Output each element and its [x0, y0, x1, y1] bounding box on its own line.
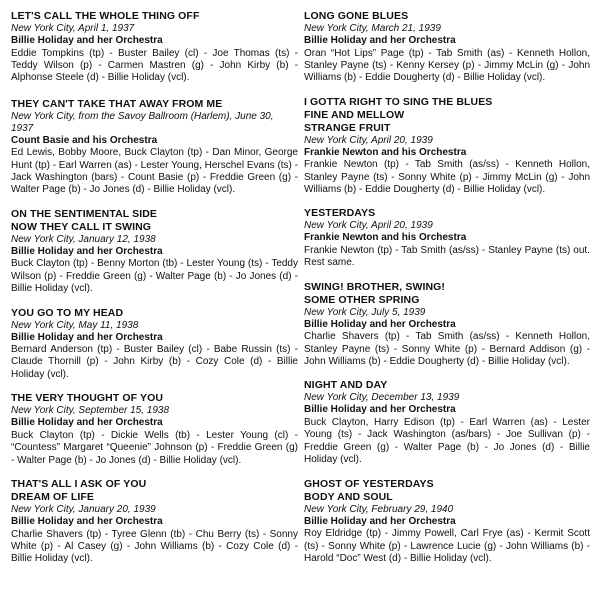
song-title: FINE AND MELLOW: [304, 108, 405, 121]
personnel-list: Charlie Shavers (tp) - Tab Smith (as/ss) - Kenneth Hollon, Stanley Payne (ts) - Sonny White (p) - Bernard Addison (g) - John Williams (b) - Eddie Dougherty (d) - Billie Holiday (vcl).: [304, 331, 590, 368]
song-title: DREAM OF LIFE: [11, 491, 94, 503]
session-entry: [304, 379, 590, 466]
session-entry: [304, 478, 590, 566]
recording-place-date: New York City, January 12, 1938: [11, 233, 156, 245]
session-entry: [11, 10, 298, 85]
band-name: Billie Holiday and her Orchestra: [11, 35, 163, 46]
band-name: Billie Holiday and her Orchestra: [11, 516, 163, 527]
personnel-list: Frankie Newton (tp) - Tab Smith (as/ss) - Stanley Payne (ts) out. Rest same.: [304, 244, 590, 269]
personnel-list: Charlie Shavers (tp) - Tyree Glenn (tb) - Chu Berry (ts) - Sonny White (p) - Al Casey (g) - John Williams (b) - Cozy Cole (d) - Billie Holiday (vcl).: [11, 528, 298, 565]
song-title: BODY AND SOUL: [304, 490, 393, 503]
session-entry: [11, 307, 298, 382]
session-entry: [304, 281, 590, 369]
song-title: YESTERDAYS: [304, 207, 376, 220]
personnel-list: Bernard Anderson (tp) - Buster Bailey (cl) - Babe Russin (ts) - Claude Thornill (p) - John Kirby (b) - Cozy Cole (d) - Billie Holiday (vcl).: [11, 344, 298, 380]
song-title: I GOTTA RIGHT TO SING THE BLUES: [304, 95, 493, 108]
personnel-list: Frankie Newton (tp) - Tab Smith (as/ss) - Kenneth Hollon, Stanley Payne (ts) - Sonny White (p) - Jimmy McLin (g) - John Williams (b) - Eddie Dougherty (d) - Billie Holiday (vcl).: [304, 159, 590, 196]
band-name: Billie Holiday and her Orchestra: [304, 515, 456, 527]
recording-place-date: New York City, February 29, 1940: [304, 503, 454, 515]
band-name: Billie Holiday and her Orchestra: [11, 417, 163, 429]
band-name: Count Basie and his Orchestra: [11, 134, 158, 146]
recording-place-date: New York City, March 21, 1939: [304, 23, 441, 34]
recording-place-date: New York City, May 11, 1938: [11, 319, 139, 331]
recording-place-date: New York City, April 20, 1939: [304, 220, 433, 232]
song-title: THEY CAN'T TAKE THAT AWAY FROM ME: [11, 97, 223, 110]
session-entry: [304, 96, 590, 197]
personnel-list: Ed Lewis, Bobby Moore, Buck Clayton (tp) - Dan Minor, George Hunt (tp) - Earl Warren (as) - Lester Young, Herschel Evans (ts) - Jack Washington (bars) - Count Basie (p) - Freddie Green (g) - Walter Page (b) - Jo Jones (d) - Billie Holiday (vcl).: [11, 147, 298, 196]
song-title: GHOST OF YESTERDAYS: [304, 477, 434, 490]
right-column: [304, 10, 590, 576]
personnel-list: Buck Clayton (tp) - Dickie Wells (tb) - Lester Young (cl) - “Countess” Margaret “Queenie” Johnson (p) - Freddie Green (g) - Walter Page (b) - Jo Jones (d) - Billie Holiday (vcl).: [11, 429, 298, 466]
song-title: ON THE SENTIMENTAL SIDE: [11, 207, 158, 220]
left-column: [11, 10, 298, 577]
song-title: LET'S CALL THE WHOLE THING OFF: [11, 10, 200, 22]
personnel-list: Buck Clayton, Harry Edison (tp) - Earl Warren (as) - Lester Young (ts) - Jack Washington (as/bars) - Joe Sullivan (p) - Freddie Green (g) - Walter Page (b) - Jo Jones (d) - Billie Holiday (vcl).: [304, 416, 590, 466]
recording-place-date: New York City, April 1, 1937: [11, 23, 135, 34]
session-entry: [11, 98, 298, 197]
band-name: Billie Holiday and her Orchestra: [304, 318, 456, 330]
song-title: THE VERY THOUGHT OF YOU: [11, 392, 164, 405]
session-entry: [304, 207, 590, 269]
song-title: YOU GO TO MY HEAD: [11, 306, 124, 319]
song-title: STRANGE FRUIT: [304, 121, 391, 134]
personnel-list: Oran “Hot Lips” Page (tp) - Tab Smith (as) - Kenneth Hollon, Stanley Payne (ts) - Kenny Kersey (p) - Jimmy McLin (g) - John Williams (b) - Eddie Dougherty (d) - Billie Holiday (vcl).: [304, 47, 590, 84]
session-entry: [11, 478, 298, 566]
session-entry: [304, 10, 590, 85]
song-title: LONG GONE BLUES: [304, 10, 409, 22]
song-title: SWING! BROTHER, SWING!: [304, 280, 446, 293]
recording-place-date: New York City, September 15, 1938: [11, 405, 170, 417]
personnel-list: Roy Eldridge (tp) - Jimmy Powell, Carl Frye (as) - Kermit Scott (ts) - Sonny White (p) - Lawrence Lucie (g) - John Williams (b) - Harold “Doc” West (d) - Billie Holiday (vcl).: [304, 528, 590, 564]
session-entry: [11, 392, 298, 467]
band-name: Billie Holiday and her Orchestra: [11, 331, 163, 343]
band-name: Billie Holiday and her Orchestra: [304, 35, 456, 46]
recording-place-date: New York City, December 13, 1939: [304, 392, 460, 404]
session-entry: [11, 208, 298, 296]
recording-place-date: New York City, January 20, 1939: [11, 504, 156, 515]
band-name: Frankie Newton and his Orchestra: [304, 146, 467, 158]
recording-place-date: New York City, April 20, 1939: [304, 134, 433, 146]
personnel-list: Buck Clayton (tp) - Benny Morton (tb) - Lester Young (ts) - Teddy Wilson (p) - Freddie Green (g) - Walter Page (b) - Jo Jones (d) - Billie Holiday (vcl).: [11, 258, 298, 295]
song-title: NOW THEY CALL IT SWING: [11, 220, 152, 233]
band-name: Billie Holiday and her Orchestra: [11, 245, 163, 257]
recording-place-date: New York City, from the Savoy Ballroom (Harlem), June 30, 1937: [11, 110, 274, 134]
personnel-list: Eddie Tompkins (tp) - Buster Bailey (cl) - Joe Thomas (ts) - Teddy Wilson (p) - Carmen Mastren (g) - John Kirby (b) - Alphonse Steele (d) - Billie Holiday (vcl).: [11, 47, 298, 84]
song-title: THAT'S ALL I ASK OF YOU: [11, 478, 147, 490]
band-name: Frankie Newton and his Orchestra: [304, 232, 467, 244]
band-name: Billie Holiday and her Orchestra: [304, 404, 456, 416]
song-title: NIGHT AND DAY: [304, 379, 388, 392]
song-title: SOME OTHER SPRING: [304, 293, 420, 306]
recording-place-date: New York City, July 5, 1939: [304, 306, 426, 318]
